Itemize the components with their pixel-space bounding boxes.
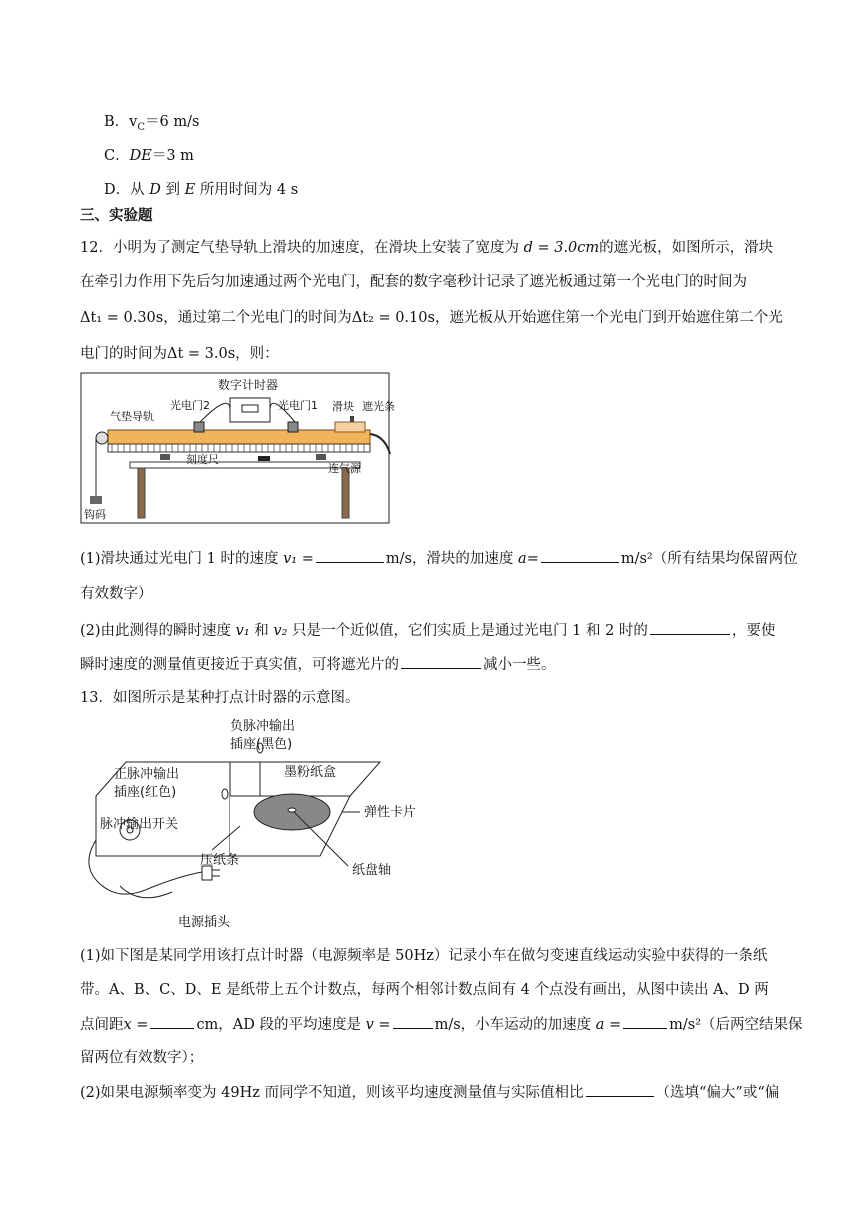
- answer-blank-velocity-type[interactable]: [650, 620, 730, 635]
- socket-red: [222, 789, 228, 799]
- photogate-1: [288, 422, 298, 432]
- label-elastic-clip: 弹性卡片: [364, 805, 417, 820]
- option-b: B．$v_C=6$ m/s: [104, 114, 200, 133]
- label-paper-axle: 纸盘轴: [352, 863, 392, 878]
- q12-part2-line1: (2)由此测得的瞬时速度 v₁ 和 v₂ 只是一个近似值，它们实质上是通过光电门 1 和 2 时的 ，要使: [80, 620, 775, 641]
- power-plug: [202, 866, 212, 880]
- answer-blank-acceleration[interactable]: [541, 548, 619, 563]
- q12-part1-line2: 有效数字）: [80, 586, 153, 602]
- label-neg-pulse-1: 负脉冲输出: [230, 719, 296, 734]
- label-pos-pulse-1: 正脉冲输出: [114, 767, 180, 782]
- label-toner-box: 墨粉纸盒: [284, 765, 337, 780]
- q12-line1: 12．小明为了测定气垫导轨上滑块的加速度，在滑块上安装了宽度为 d = 3.0cm的遮光板，如图所示，滑块: [80, 240, 774, 256]
- q12-part2-line2: 瞬时速度的测量值更接近于真实值，可将遮光片的 减小一些。: [80, 654, 556, 675]
- answer-blank-cart-acceleration[interactable]: [623, 1014, 667, 1029]
- label-ruler: 刻度尺: [186, 453, 219, 466]
- label-gate1: 光电门1: [278, 399, 318, 412]
- answer-blank-ad-distance[interactable]: [150, 1014, 194, 1029]
- label-gate2: 光电门2: [170, 399, 210, 412]
- option-d: D．从 D 到 E 所用时间为 4 s: [104, 182, 299, 198]
- label-air-source: 连气源: [328, 462, 361, 475]
- q12-line2: 在牵引力作用下先后匀加速通过两个光电门，配套的数字毫秒计记录了遮光板通过第一个光电门的时间为: [80, 274, 747, 290]
- label-digital-timer: 数字计时器: [218, 378, 279, 392]
- q13-part1-line2: 带。A、B、C、D、E 是纸带上五个计数点，每两个相邻计数点间有 4 个点没有画出，从图中读出 A、D 两: [80, 982, 769, 998]
- q12-line4: 电门的时间为Δt = 3.0s，则：: [80, 346, 279, 362]
- air-track-rail: [108, 430, 370, 444]
- answer-blank-shade-width[interactable]: [401, 654, 481, 669]
- pulley: [96, 432, 108, 444]
- digital-timer-box: [230, 398, 270, 422]
- paper-axle: [288, 808, 296, 812]
- label-pulse-switch: 脉冲输出开关: [100, 817, 179, 832]
- q13-part1-line3: 点间距x = cm，AD 段的平均速度是 v = m/s，小车运动的加速度 a = m/s²（后两空结果保: [80, 1014, 803, 1035]
- answer-blank-v1[interactable]: [316, 548, 384, 563]
- air-track-figure: [80, 372, 395, 524]
- q12-line3: Δt₁ = 0.30s，通过第二个光电门的时间为Δt₂ = 0.10s，遮光板从开始遮住第一个光电门到开始遮住第二个光: [80, 310, 783, 326]
- label-slider: 滑块: [332, 400, 354, 413]
- label-shade-strip: 遮光条: [362, 400, 395, 413]
- q13-part2-line1: (2)如果电源频率变为 49Hz 而同学不知道，则该平均速度测量值与实际值相比 （选填“偏大”或“偏: [80, 1082, 779, 1103]
- label-hook-weight: 钩码: [84, 508, 106, 521]
- q13-line1: 13．如图所示是某种打点计时器的示意图。: [80, 690, 360, 706]
- q13-part1-line1: (1)如下图是某同学用该打点计时器（电源频率是 50Hz）记录小车在做匀变速直线运动实验中获得的一条纸: [80, 948, 768, 964]
- q12-part1-line1: (1)滑块通过光电门 1 时的速度 v₁ = m/s，滑块的加速度 a= m/s²（所有结果均保留两位: [80, 548, 798, 569]
- option-c: C．DE＝3 m: [104, 148, 194, 164]
- ticker-timer-figure: [80, 716, 430, 932]
- label-pos-pulse-2: 插座(红色): [114, 785, 177, 800]
- label-neg-pulse-2: 插座(黑色): [230, 737, 293, 752]
- q13-part1-line4: 留两位有效数字）；: [80, 1050, 204, 1066]
- label-power-plug: 电源插头: [178, 915, 231, 930]
- label-air-track: 气垫导轨: [110, 410, 154, 423]
- label-press-strip: 压纸条: [200, 853, 240, 868]
- answer-blank-ad-velocity[interactable]: [393, 1014, 433, 1029]
- slider-block: [335, 422, 365, 432]
- photogate-2: [194, 422, 204, 432]
- table-top: [130, 462, 360, 468]
- section-title: 三、实验题: [80, 207, 153, 224]
- hook-weight: [90, 496, 102, 504]
- answer-blank-bias[interactable]: [586, 1082, 654, 1097]
